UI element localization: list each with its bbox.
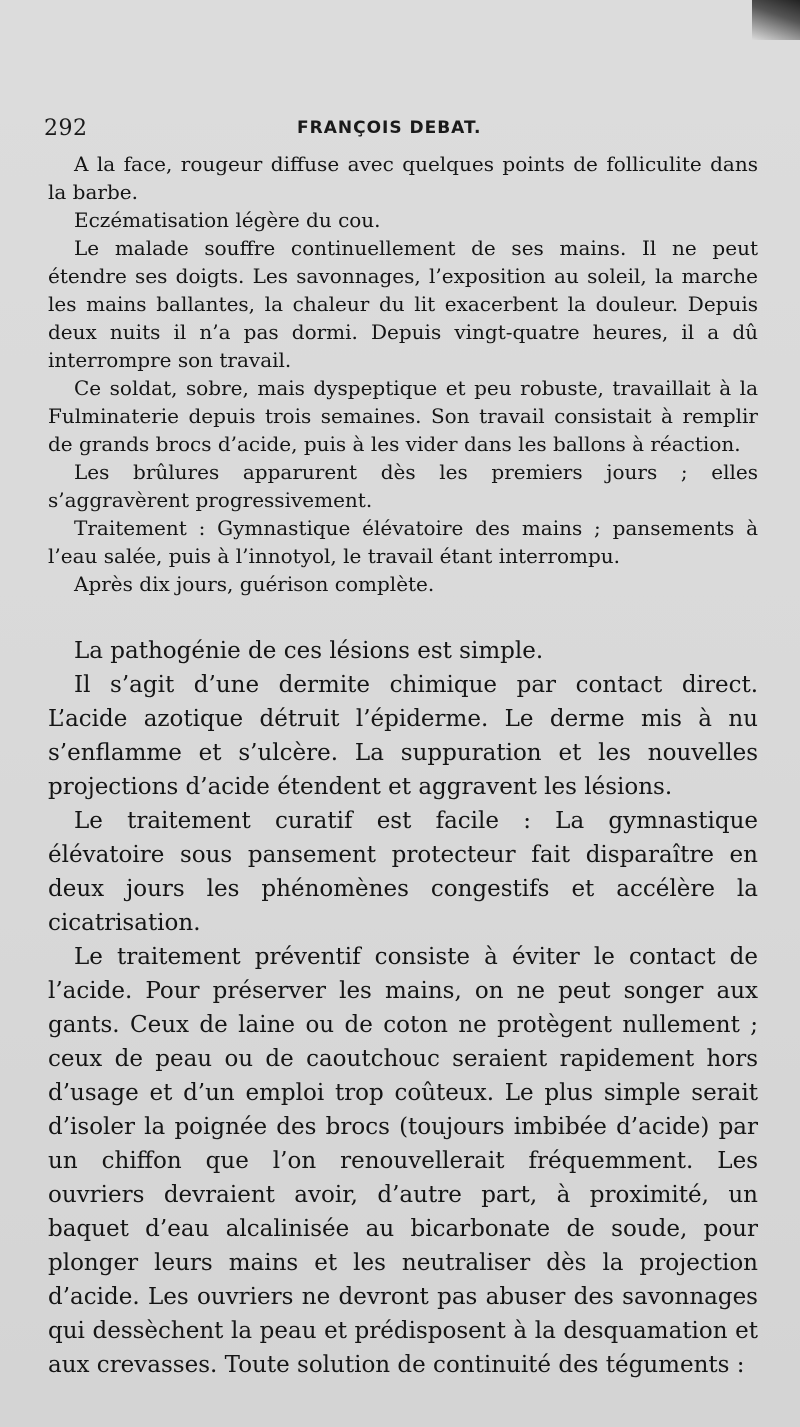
body-text — [48, 150, 758, 1382]
page-number: 292 — [44, 116, 88, 141]
paragraph: La pathogénie de ces lésions est simple. — [74, 638, 544, 664]
paragraph: Les brûlures apparurent dès les premiers jours ; elles s’aggravèrent progressivement. — [48, 460, 758, 512]
discussion — [48, 634, 758, 1382]
paragraph: Le malade souffre continuellement de ses mains. Il ne peut étendre ses doigts. Les savonnages, l’exposition au soleil, la marche les mains ballantes, la chaleur du lit exacerbent la douleur. Depuis deux nuits il n’a pas dormi. Depuis vingt-quatre heures, il a dû interrompre son travail. — [48, 236, 758, 372]
paragraph: Traitement : Gymnastique élévatoire des mains ; pansements à l’eau salée, puis à l’innotyol, le travail étant interrompu. — [48, 516, 758, 568]
scan-shadow — [752, 0, 800, 40]
case-report — [48, 150, 758, 598]
paragraph: Le traitement curatif est facile : La gymnastique élévatoire sous pansement protecteur fait disparaître en deux jours les phénomènes congestifs et accélère la cicatrisation. — [48, 808, 758, 936]
paragraph: Le traitement préventif consiste à éviter le contact de l’acide. Pour préserver les mains, on ne peut songer aux gants. Ceux de laine ou de coton ne protègent nullement ; ceux de peau ou de caoutchouc seraient rapidement hors d’usage et d’un emploi trop coûteux. Le plus simple serait d’isoler la poignée des brocs (toujours imbibée d’acide) par un chiffon que l’on renouvellerait fréquemment. Les ouvriers devraient avoir, d’autre part, à proximité, un baquet d’eau alcalinisée au bicarbonate de soude, pour plonger leurs mains et les neutraliser dès la projection d’acide. Les ouvriers ne devront pas abuser des savonnages qui dessèchent la peau et prédisposent à la desquamation et aux crevasses. Toute solution de continuité des téguments : — [48, 944, 758, 1378]
page-header — [44, 116, 764, 144]
running-head: FRANÇOIS DEBAT. — [297, 118, 482, 138]
paragraph: Ce soldat, sobre, mais dyspeptique et peu robuste, travaillait à la Fulminaterie depuis trois semaines. Son travail consistait à remplir de grands brocs d’acide, puis à les vider dans les ballons à réaction. — [48, 376, 758, 456]
paragraph: Après dix jours, guérison complète. — [74, 572, 435, 596]
paragraph: Eczématisation légère du cou. — [74, 208, 381, 232]
paragraph: Il s’agit d’une dermite chimique par contact direct. L’acide azotique détruit l’épiderme. Le derme mis à nu s’enflamme et s’ulcère. La suppuration et les nouvelles projections d’acide étendent et aggravent les lésions. — [48, 672, 758, 800]
paragraph: A la face, rougeur diffuse avec quelques points de folliculite dans la barbe. — [48, 152, 758, 204]
